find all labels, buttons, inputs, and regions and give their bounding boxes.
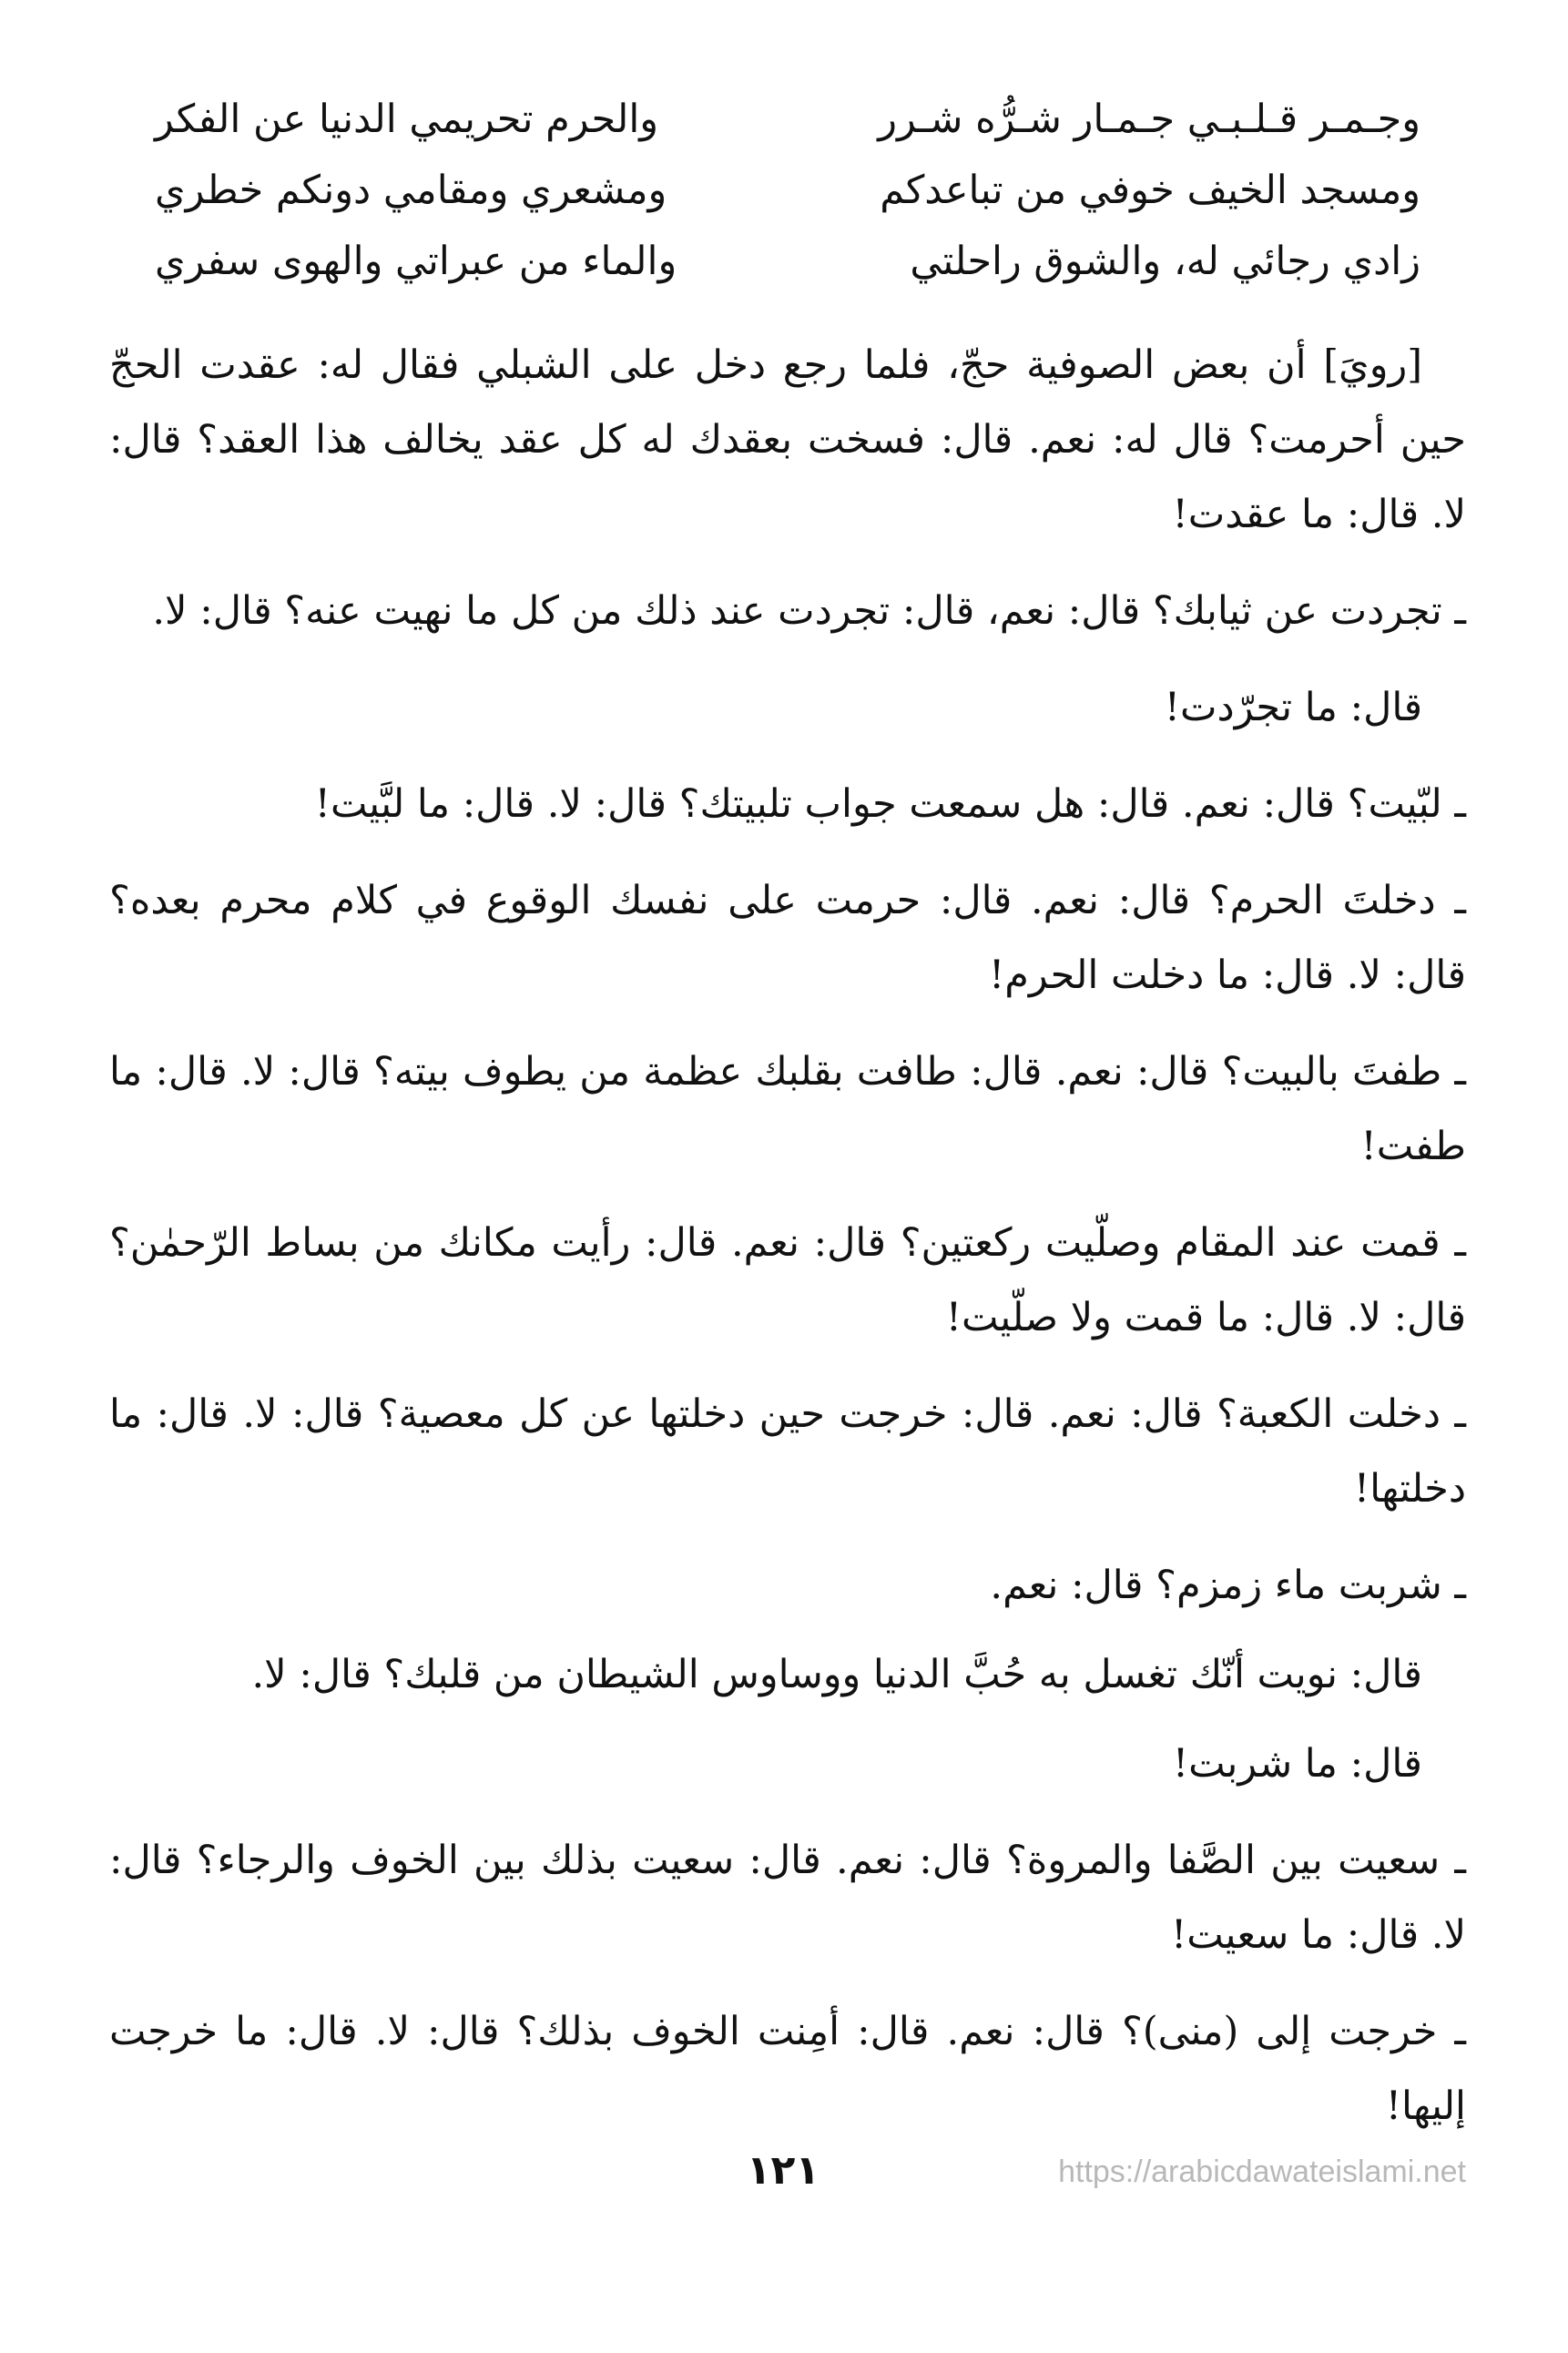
verse-second-hemistich: ومشعري ومقامي دونكم خطري — [155, 168, 667, 213]
body-text — [109, 328, 1466, 2165]
paragraph: [رويَ] أن بعض الصوفية حجّ، فلما رجع دخل على الشبلي فقال له: عقدت الحجّ حين أحرمت؟ قال له: نعم. قال: فسخت بعقدك له كل عقد يخالف هذا العقد؟ قال: لا. قال: ما عقدت! — [109, 342, 1466, 537]
paragraph: ـ لبّيت؟ قال: نعم. قال: هل سمعت جواب تلبيتك؟ قال: لا. قال: ما لبَّيت! — [314, 781, 1466, 827]
paragraph: قال: ما شربت! — [1172, 1741, 1422, 1787]
paragraph: ـ دخلت الكعبة؟ قال: نعم. قال: خرجت حين دخلتها عن كل معصية؟ قال: لا. قال: ما دخلتها! — [109, 1391, 1466, 1512]
verse-second-hemistich: والحرم تحريمي الدنيا عن الفكر — [155, 97, 659, 142]
verse-first-hemistich: وجـمـر قـلـبـي جـمـار شـرُّه شـرر — [878, 97, 1420, 142]
paragraph: ـ دخلتَ الحرم؟ قال: نعم. قال: حرمت على نفسك الوقوع في كلام محرم بعده؟ قال: لا. قال: ما دخلت الحرم! — [109, 878, 1466, 998]
paragraph: ـ تجردت عن ثيابك؟ قال: نعم، قال: تجردت عند ذلك من كل ما نهيت عنه؟ قال: لا. — [152, 588, 1466, 634]
verse-first-hemistich: ومسجد الخيف خوفي من تباعدكم — [880, 168, 1420, 213]
verse-first-hemistich: زادي رجائي له، والشوق راحلتي — [910, 239, 1420, 284]
paragraph: ـ قمت عند المقام وصلّيت ركعتين؟ قال: نعم. قال: رأيت مكانك من بساط الرّحمٰن؟ قال: لا. قال: ما قمت ولا صلّيت! — [109, 1220, 1466, 1340]
paragraph: ـ سعيت بين الصَّفا والمروة؟ قال: نعم. قال: سعيت بذلك بين الخوف والرجاء؟ قال: لا. قال: ما سعيت! — [109, 1838, 1466, 1958]
verse-second-hemistich: والماء من عبراتي والهوى سفري — [155, 239, 677, 284]
poem-verse — [155, 84, 1420, 155]
paragraph: ـ خرجت إلى (منى)؟ قال: نعم. قال: أمِنت الخوف بذلك؟ قال: لا. قال: ما خرجت إليها! — [109, 2009, 1466, 2129]
poem-block — [155, 84, 1420, 297]
paragraph: ـ شربت ماء زمزم؟ قال: نعم. — [990, 1563, 1466, 1608]
poem-verse — [155, 226, 1420, 297]
page-number: ١٢١ — [746, 2147, 820, 2194]
paragraph: ـ طفتَ بالبيت؟ قال: نعم. قال: طافت بقلبك عظمة من يطوف بيته؟ قال: لا. قال: ما طفت! — [109, 1049, 1466, 1169]
paragraph: قال: نويت أنّك تغسل به حُبَّ الدنيا ووساوس الشيطان من قلبك؟ قال: لا. — [251, 1652, 1422, 1697]
watermark-url: https://arabicdawateislami.net — [1058, 2154, 1466, 2189]
poem-verse — [155, 155, 1420, 226]
paragraph: قال: ما تجرّدت! — [1164, 685, 1422, 730]
